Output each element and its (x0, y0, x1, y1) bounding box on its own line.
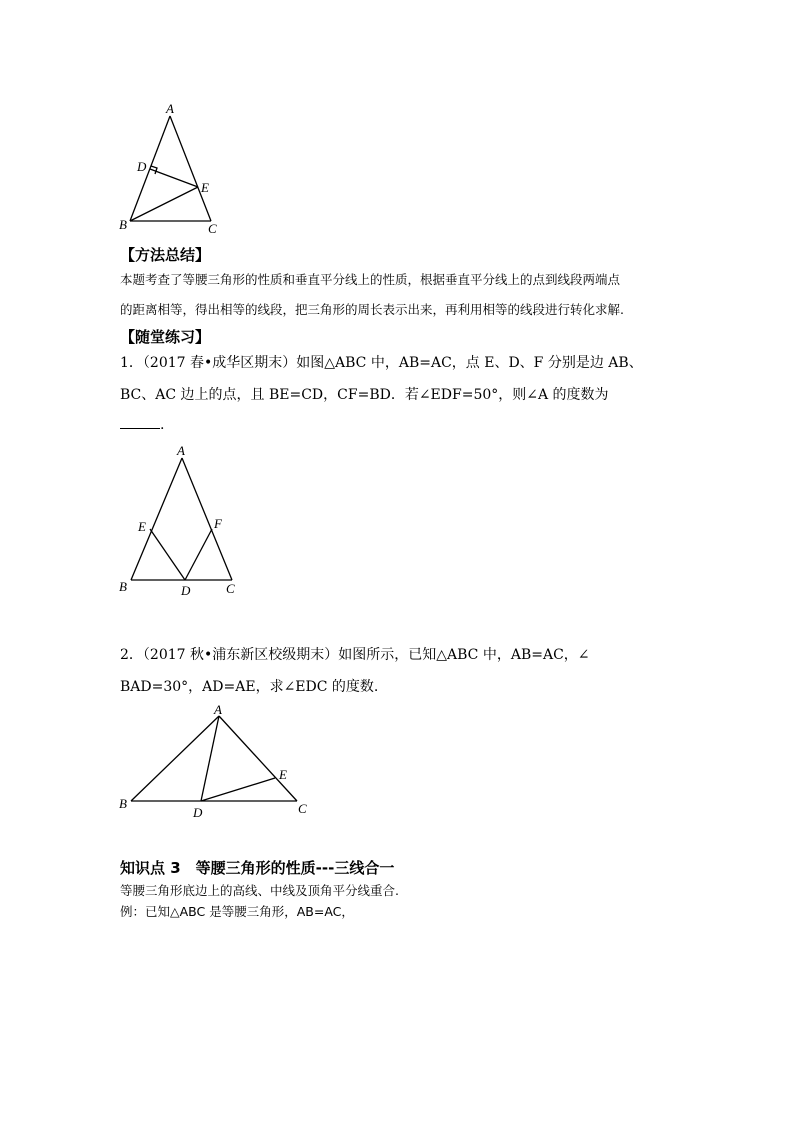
segment-de (150, 169, 198, 187)
segment-ab (131, 716, 219, 801)
label-c: C (208, 221, 217, 236)
label-d: D (181, 583, 191, 598)
segment-df (185, 529, 212, 580)
knowledge-line-1: 等腰三角形底边上的高线、中线及顶角平分线重合. (120, 883, 399, 898)
label-e: E (201, 180, 209, 195)
label-c: C (226, 581, 235, 596)
segment-ed (150, 529, 185, 580)
method-summary-line-1: 本题考查了等腰三角形的性质和垂直平分线上的性质，根据垂直平分线上的点到线段两端点 (120, 272, 621, 287)
question-1-line-1: 1．（2017 春•成华区期末）如图△ABC 中，AB=AC，点 E、D、F 分别是边 AB、 (120, 355, 643, 371)
figure-triangle-3 (110, 700, 320, 825)
segment-ac (170, 116, 211, 221)
question-1-line-3 (120, 414, 164, 433)
label-a: A (214, 702, 222, 717)
label-b: B (119, 796, 127, 811)
answer-blank (120, 414, 160, 429)
segment-ac (219, 716, 297, 801)
knowledge-point-3-heading: 知识点 3 等腰三角形的性质---三线合一 (120, 859, 395, 877)
segment-ad (201, 716, 219, 801)
label-e: E (279, 767, 287, 782)
figure-2-svg (110, 440, 250, 605)
label-b: B (119, 217, 127, 232)
segment-ac (182, 458, 232, 580)
practice-heading: 【随堂练习】 (120, 328, 211, 346)
label-c: C (298, 801, 307, 816)
label-d: D (137, 159, 147, 174)
label-b: B (119, 579, 127, 594)
method-summary-heading: 【方法总结】 (120, 246, 211, 264)
segment-de (201, 778, 275, 801)
figure-triangle-1 (110, 100, 230, 240)
segment-be (130, 187, 198, 221)
figure-1-svg (110, 100, 230, 240)
figure-3-svg (110, 700, 320, 825)
knowledge-line-2: 例：已知△ABC 是等腰三角形，AB=AC， (120, 904, 354, 919)
question-2-line-2: BAD=30°，AD=AE，求∠EDC 的度数. (120, 679, 379, 695)
label-a: A (177, 443, 185, 458)
label-a: A (166, 101, 174, 116)
label-e: E (138, 519, 146, 534)
method-summary-line-2: 的距离相等，得出相等的线段，把三角形的周长表示出来，再利用相等的线段进行转化求解. (120, 302, 624, 317)
figure-triangle-2 (110, 440, 250, 605)
segment-ab (130, 116, 170, 221)
question-1-line-2: BC、AC 边上的点，且 BE=CD，CF=BD．若∠EDF=50°，则∠A 的度数为 (120, 387, 609, 403)
label-d: D (193, 805, 203, 820)
label-f: F (214, 516, 222, 531)
question-1-period: . (160, 417, 165, 433)
question-2-line-1: 2．（2017 秋•浦东新区校级期末）如图所示，已知△ABC 中，AB=AC，∠ (120, 647, 590, 663)
